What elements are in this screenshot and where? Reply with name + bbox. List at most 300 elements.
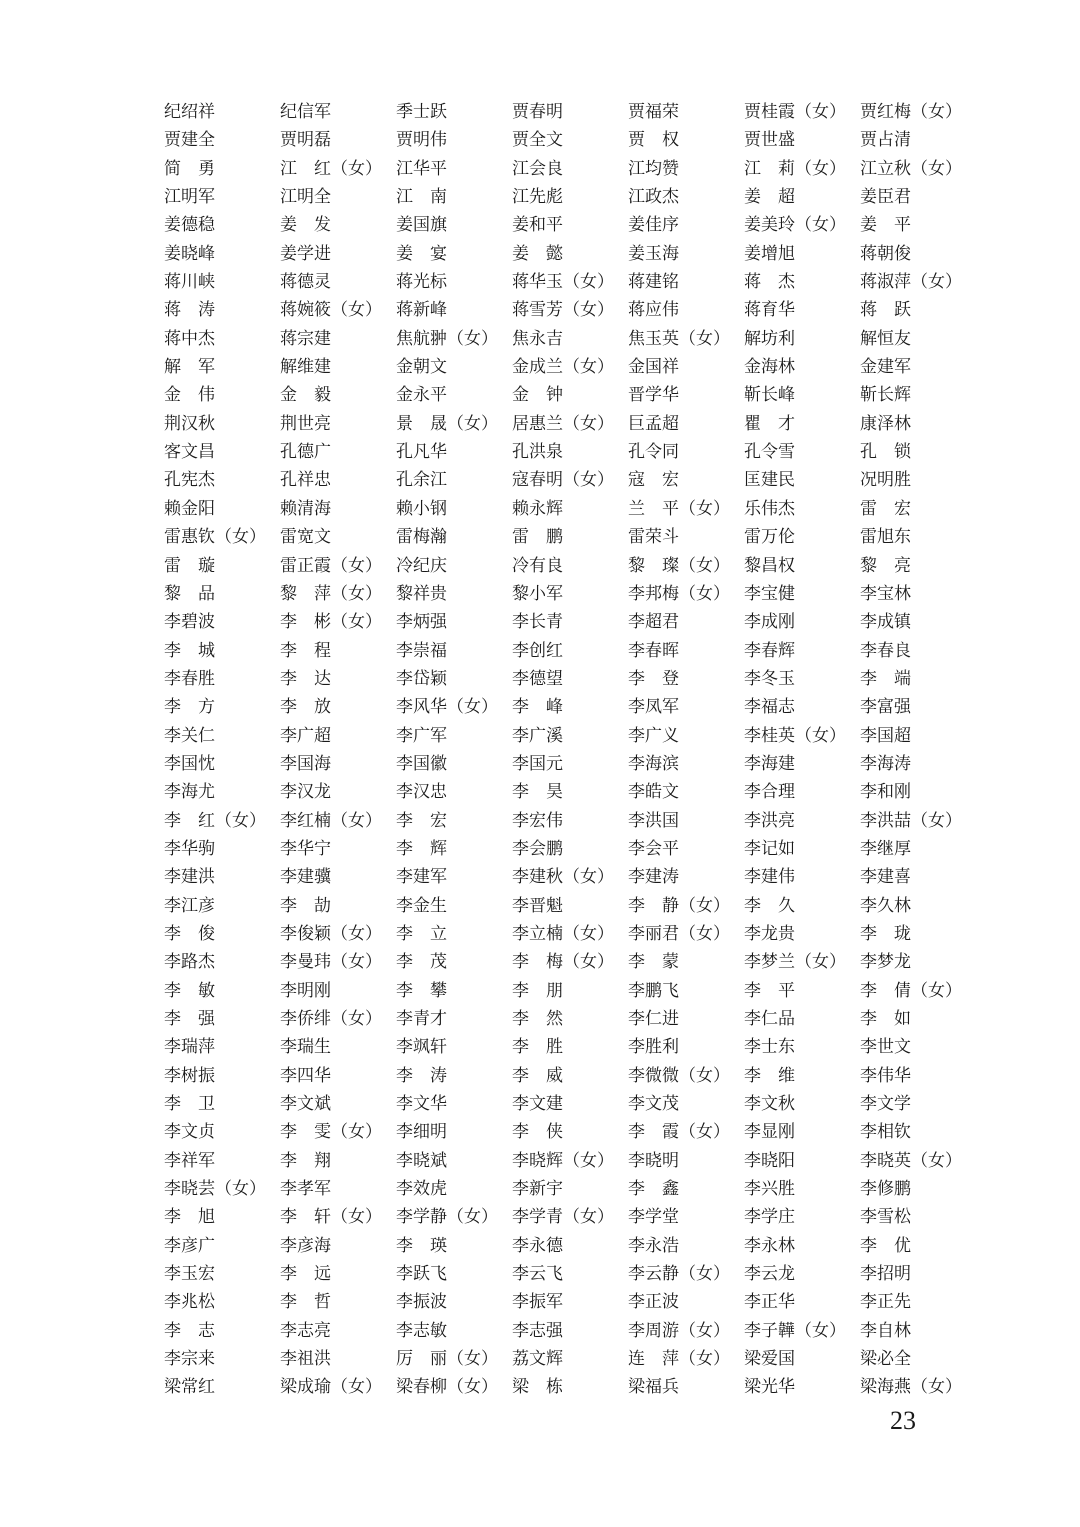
name-entry: 孔令雪 — [744, 442, 795, 463]
name-entry: 姜 超 — [744, 187, 795, 208]
name-entry: 李 朋 — [512, 980, 563, 1001]
name-entry: 赖金阳 — [164, 498, 215, 519]
name-entry: 李会平 — [628, 838, 679, 859]
name-entry: 李关仁 — [164, 725, 215, 746]
name-entry: 金海林 — [744, 357, 795, 378]
name-entry: 孔 锁 — [860, 442, 911, 463]
name-entry: 李四华 — [280, 1065, 331, 1086]
name-entry: 李建秋（女） — [512, 867, 614, 888]
name-entry: 李广超 — [280, 725, 331, 746]
name-entry: 李宗来 — [164, 1349, 215, 1370]
name-entry: 客文昌 — [164, 442, 215, 463]
name-entry: 李皓文 — [628, 782, 679, 803]
name-entry: 李汉忠 — [396, 782, 447, 803]
name-entry: 李碧波 — [164, 612, 215, 633]
name-entry: 李 程 — [280, 640, 331, 661]
name-entry: 李崇福 — [396, 640, 447, 661]
name-entry: 李 辉 — [396, 838, 447, 859]
name-entry: 李青才 — [396, 1009, 447, 1029]
name-entry: 纪绍祥 — [164, 102, 215, 122]
name-entry: 江 红（女） — [280, 158, 382, 179]
name-entry: 李炳强 — [396, 612, 447, 633]
name-entry: 纪信军 — [280, 102, 331, 122]
name-entry: 姜增旭 — [744, 243, 795, 264]
name-entry: 李岱颖 — [396, 668, 447, 689]
name-entry: 李 然 — [512, 1009, 563, 1029]
name-entry: 荆汉秋 — [164, 413, 215, 434]
name-entry: 李曼玮（女） — [280, 952, 382, 973]
name-entry: 江明全 — [280, 187, 331, 208]
name-entry: 姜和平 — [512, 215, 563, 236]
name-entry: 李 峰 — [512, 697, 563, 718]
name-entry: 李子韡（女） — [744, 1320, 846, 1341]
name-entry: 李伟华 — [860, 1065, 911, 1086]
name-entry: 梁 栋 — [512, 1377, 563, 1398]
name-entry: 晋学华 — [628, 385, 679, 406]
name-entry: 李 涛 — [396, 1065, 447, 1086]
name-entry: 黎昌权 — [744, 555, 795, 576]
name-entry: 李国海 — [280, 753, 331, 774]
name-entry: 李 方 — [164, 697, 215, 718]
name-entry: 李文秋 — [744, 1094, 795, 1115]
name-entry: 李学青（女） — [512, 1207, 614, 1228]
name-entry: 黎 璨（女） — [628, 555, 730, 576]
name-entry: 瞿 才 — [744, 413, 795, 434]
name-entry: 李文建 — [512, 1094, 563, 1115]
name-entry: 李 蒙 — [628, 952, 679, 973]
name-entry: 贾全文 — [512, 130, 563, 151]
name-entry: 贾 权 — [628, 130, 679, 151]
name-entry: 李福志 — [744, 697, 795, 718]
name-entry: 江华平 — [396, 158, 447, 179]
name-entry: 贾世盛 — [744, 130, 795, 151]
name-entry: 金 伟 — [164, 385, 215, 406]
name-entry: 李相钦 — [860, 1122, 911, 1143]
name-entry: 李建喜 — [860, 867, 911, 888]
name-entry: 李俊颖（女） — [280, 923, 382, 944]
name-entry: 李风华（女） — [396, 697, 498, 718]
name-entry: 李 珑 — [860, 923, 911, 944]
name-entry: 李会鹏 — [512, 838, 563, 859]
name-entry: 蒋 跃 — [860, 300, 911, 321]
name-entry: 李宏伟 — [512, 810, 563, 831]
name-entry: 李玉宏 — [164, 1264, 215, 1285]
name-entry: 李晓阳 — [744, 1150, 795, 1171]
name-entry: 蒋中杰 — [164, 328, 215, 349]
name-entry: 李广义 — [628, 725, 679, 746]
name-entry: 李建洪 — [164, 867, 215, 888]
name-entry: 雷宽文 — [280, 527, 331, 548]
name-entry: 连 萍（女） — [628, 1349, 730, 1370]
name-entry: 况明胜 — [860, 470, 911, 491]
name-entry: 李红楠（女） — [280, 810, 382, 831]
page-number: 23 — [890, 1406, 916, 1435]
name-entry: 李晓辉（女） — [512, 1150, 614, 1171]
name-entry: 蒋 杰 — [744, 272, 795, 293]
name-entry: 李明刚 — [280, 980, 331, 1001]
name-entry: 李胜利 — [628, 1037, 679, 1058]
name-entry: 蒋新峰 — [396, 300, 447, 321]
name-entry: 江会良 — [512, 158, 563, 179]
name-entry: 李国忱 — [164, 753, 215, 774]
name-entry: 李富强 — [860, 697, 911, 718]
name-entry: 贾明磊 — [280, 130, 331, 151]
name-entry: 李微微（女） — [628, 1065, 730, 1086]
name-entry: 李振波 — [396, 1292, 447, 1313]
name-entry: 贾福荣 — [628, 102, 679, 122]
name-entry: 雷 宏 — [860, 498, 911, 519]
name-entry: 李龙贵 — [744, 923, 795, 944]
name-entry: 李金生 — [396, 895, 447, 916]
name-entry: 梁常红 — [164, 1377, 215, 1398]
name-entry: 解恒友 — [860, 328, 911, 349]
name-entry: 李记如 — [744, 838, 795, 859]
name-entry: 李继厚 — [860, 838, 911, 859]
name-entry: 姜美玲（女） — [744, 215, 846, 236]
name-entry: 李洪国 — [628, 810, 679, 831]
name-entry: 李成镇 — [860, 612, 911, 633]
name-entry: 李世文 — [860, 1037, 911, 1058]
name-entry: 李 倩（女） — [860, 980, 962, 1001]
name-entry: 李细明 — [396, 1122, 447, 1143]
name-entry: 姜 发 — [280, 215, 331, 236]
name-entry: 江 莉（女） — [744, 158, 846, 179]
name-entry: 李树振 — [164, 1065, 215, 1086]
name-entry: 雷旭东 — [860, 527, 911, 548]
name-entry: 李正波 — [628, 1292, 679, 1313]
name-entry: 李 敏 — [164, 980, 215, 1001]
name-entry: 赖小钢 — [396, 498, 447, 519]
name-entry: 蒋川峡 — [164, 272, 215, 293]
name-entry: 焦永吉 — [512, 328, 563, 349]
name-entry: 李 雯（女） — [280, 1122, 382, 1143]
name-entry: 李侨绯（女） — [280, 1009, 382, 1029]
name-entry: 贾春明 — [512, 102, 563, 122]
name-entry: 赖清海 — [280, 498, 331, 519]
name-entry: 蒋婉筱（女） — [280, 300, 382, 321]
name-entry: 贾桂霞（女） — [744, 102, 846, 122]
name-entry: 梁爱国 — [744, 1349, 795, 1370]
name-entry: 姜 懿 — [512, 243, 563, 264]
name-entry: 李海滨 — [628, 753, 679, 774]
name-entry: 解维建 — [280, 357, 331, 378]
name-entry: 李晓芸（女） — [164, 1179, 266, 1200]
name-entry: 李和刚 — [860, 782, 911, 803]
name-entry: 解 军 — [164, 357, 215, 378]
name-entry: 蒋建铭 — [628, 272, 679, 293]
name-entry: 梁成瑜（女） — [280, 1377, 382, 1398]
name-entry: 梁海燕（女） — [860, 1377, 962, 1398]
name-entry: 江明军 — [164, 187, 215, 208]
name-entry: 李文贞 — [164, 1122, 215, 1143]
name-entry: 蒋 涛 — [164, 300, 215, 321]
name-entry: 李 立 — [396, 923, 447, 944]
name-entry: 靳长峰 — [744, 385, 795, 406]
name-entry: 李长青 — [512, 612, 563, 633]
name-entry: 金永平 — [396, 385, 447, 406]
name-entry: 姜德稳 — [164, 215, 215, 236]
name-entry: 赖永辉 — [512, 498, 563, 519]
name-entry: 孔令同 — [628, 442, 679, 463]
name-entry: 李兴胜 — [744, 1179, 795, 1200]
name-entry: 李建涛 — [628, 867, 679, 888]
name-entry: 李 强 — [164, 1009, 215, 1029]
name-entry: 李永浩 — [628, 1235, 679, 1256]
name-entry: 李 宏 — [396, 810, 447, 831]
name-entry: 李合理 — [744, 782, 795, 803]
name-entry: 李宝健 — [744, 583, 795, 604]
name-entry: 乐伟杰 — [744, 498, 795, 519]
name-entry: 蒋育华 — [744, 300, 795, 321]
name-entry: 李春晖 — [628, 640, 679, 661]
name-entry: 李晋魁 — [512, 895, 563, 916]
name-entry: 蒋雪芳（女） — [512, 300, 614, 321]
name-entry: 李云龙 — [744, 1264, 795, 1285]
name-entry: 黎 亮 — [860, 555, 911, 576]
name-entry: 黎 品 — [164, 583, 215, 604]
name-entry: 贾红梅（女） — [860, 102, 962, 122]
name-entry: 蒋朝俊 — [860, 243, 911, 264]
name-entry: 金成兰（女） — [512, 357, 614, 378]
name-entry: 李 登 — [628, 668, 679, 689]
name-entry: 李祖洪 — [280, 1349, 331, 1370]
name-entry: 寇 宏 — [628, 470, 679, 491]
name-entry: 李梦兰（女） — [744, 952, 846, 973]
name-entry: 冷有良 — [512, 555, 563, 576]
name-entry: 李振军 — [512, 1292, 563, 1313]
name-entry: 孔祥忠 — [280, 470, 331, 491]
name-entry: 李汉龙 — [280, 782, 331, 803]
name-entry: 贾明伟 — [396, 130, 447, 151]
name-entry: 李瑞生 — [280, 1037, 331, 1058]
name-entry: 居惠兰（女） — [512, 413, 614, 434]
name-entry: 李 久 — [744, 895, 795, 916]
name-entry: 李正先 — [860, 1292, 911, 1313]
name-entry: 李海尤 — [164, 782, 215, 803]
name-entry: 李效虎 — [396, 1179, 447, 1200]
name-entry: 孔宪杰 — [164, 470, 215, 491]
name-entry: 李广溪 — [512, 725, 563, 746]
name-entry: 李春胜 — [164, 668, 215, 689]
name-entry: 李广军 — [396, 725, 447, 746]
name-entry: 孔洪泉 — [512, 442, 563, 463]
name-entry: 兰 平（女） — [628, 498, 730, 519]
name-entry: 李 鑫 — [628, 1179, 679, 1200]
name-entry: 荆世亮 — [280, 413, 331, 434]
name-entry: 李 威 — [512, 1065, 563, 1086]
name-entry: 李 攀 — [396, 980, 447, 1001]
name-entry: 李江彦 — [164, 895, 215, 916]
name-entry: 李 彬（女） — [280, 612, 382, 633]
name-entry: 李国元 — [512, 753, 563, 774]
name-entry: 李晓斌 — [396, 1150, 447, 1171]
name-entry: 李学堂 — [628, 1207, 679, 1228]
name-entry: 李修鹏 — [860, 1179, 911, 1200]
name-entry: 李 翔 — [280, 1150, 331, 1171]
name-entry: 李国徽 — [396, 753, 447, 774]
name-entry: 李永林 — [744, 1235, 795, 1256]
name-entry: 李立楠（女） — [512, 923, 614, 944]
name-entry: 雷 鹏 — [512, 527, 563, 548]
name-entry: 康泽林 — [860, 413, 911, 434]
name-entry: 李 胜 — [512, 1037, 563, 1058]
name-entry: 蒋淑萍（女） — [860, 272, 962, 293]
name-entry: 李洪亮 — [744, 810, 795, 831]
name-entry: 荔文辉 — [512, 1349, 563, 1370]
name-entry: 李德望 — [512, 668, 563, 689]
name-entry: 李梦龙 — [860, 952, 911, 973]
name-entry: 李 梅（女） — [512, 952, 614, 973]
name-entry: 李志强 — [512, 1320, 563, 1341]
name-entry: 李晓英（女） — [860, 1150, 962, 1171]
name-entry: 雷梅瀚 — [396, 527, 447, 548]
name-entry: 江先彪 — [512, 187, 563, 208]
name-entry: 李 静（女） — [628, 895, 730, 916]
name-entry: 孔余江 — [396, 470, 447, 491]
name-entry: 金朝文 — [396, 357, 447, 378]
name-entry: 李招明 — [860, 1264, 911, 1285]
name-entry: 李祥军 — [164, 1150, 215, 1171]
name-entry: 李仁品 — [744, 1009, 795, 1029]
name-entry: 解坊利 — [744, 328, 795, 349]
name-entry: 梁春柳（女） — [396, 1377, 498, 1398]
name-entry: 李春良 — [860, 640, 911, 661]
name-entry: 李久林 — [860, 895, 911, 916]
name-entry: 李成刚 — [744, 612, 795, 633]
name-entry: 李海建 — [744, 753, 795, 774]
name-entry: 李晓明 — [628, 1150, 679, 1171]
name-entry: 李 轩（女） — [280, 1207, 382, 1228]
name-entry: 黎祥贵 — [396, 583, 447, 604]
name-entry: 李永德 — [512, 1235, 563, 1256]
name-entry: 李 志 — [164, 1320, 215, 1341]
name-entry: 李兆松 — [164, 1292, 215, 1313]
name-entry: 李自林 — [860, 1320, 911, 1341]
name-entry: 李华宁 — [280, 838, 331, 859]
name-entry: 厉 丽（女） — [396, 1349, 498, 1370]
name-entry: 李 劼 — [280, 895, 331, 916]
name-entry: 李文华 — [396, 1094, 447, 1115]
name-entry: 李跃飞 — [396, 1264, 447, 1285]
name-entry: 李孝军 — [280, 1179, 331, 1200]
name-entry: 李 卫 — [164, 1094, 215, 1115]
name-entry: 金 钟 — [512, 385, 563, 406]
name-entry: 李志亮 — [280, 1320, 331, 1341]
name-entry: 匡建民 — [744, 470, 795, 491]
name-entry: 李士东 — [744, 1037, 795, 1058]
name-entry: 李丽君（女） — [628, 923, 730, 944]
name-entry: 蒋应伟 — [628, 300, 679, 321]
name-entry: 孔德广 — [280, 442, 331, 463]
name-entry: 李桂英（女） — [744, 725, 846, 746]
name-entry: 姜玉海 — [628, 243, 679, 264]
name-entry: 李超君 — [628, 612, 679, 633]
name-entry: 李鹏飞 — [628, 980, 679, 1001]
name-entry: 巨孟超 — [628, 413, 679, 434]
name-entry: 李冬玉 — [744, 668, 795, 689]
name-entry: 孔凡华 — [396, 442, 447, 463]
name-entry: 寇春明（女） — [512, 470, 614, 491]
name-entry: 蒋华玉（女） — [512, 272, 614, 293]
name-entry: 李创红 — [512, 640, 563, 661]
name-entry: 李 城 — [164, 640, 215, 661]
name-entry: 李云飞 — [512, 1264, 563, 1285]
name-entry: 江立秋（女） — [860, 158, 962, 179]
name-entry: 李海涛 — [860, 753, 911, 774]
name-entry: 李云静（女） — [628, 1264, 730, 1285]
name-entry: 江均赞 — [628, 158, 679, 179]
name-entry: 江 南 — [396, 187, 447, 208]
name-entry: 李 远 — [280, 1264, 331, 1285]
name-entry: 李飒轩 — [396, 1037, 447, 1058]
name-entry: 贾建全 — [164, 130, 215, 151]
name-entry: 雷正霞（女） — [280, 555, 382, 576]
name-entry: 李 端 — [860, 668, 911, 689]
name-entry: 简 勇 — [164, 158, 215, 179]
name-entry: 景 晟（女） — [396, 413, 498, 434]
name-entry: 靳长辉 — [860, 385, 911, 406]
name-entry: 雷 璇 — [164, 555, 215, 576]
name-entry: 蒋光标 — [396, 272, 447, 293]
name-entry: 焦玉英（女） — [628, 328, 730, 349]
name-entry: 李瑞萍 — [164, 1037, 215, 1058]
name-entry: 李学静（女） — [396, 1207, 498, 1228]
name-entry: 李彦广 — [164, 1235, 215, 1256]
name-entry: 姜 平 — [860, 215, 911, 236]
name-entry: 姜佳序 — [628, 215, 679, 236]
name-entry: 雷万伦 — [744, 527, 795, 548]
name-entry: 李 瑛 — [396, 1235, 447, 1256]
name-entry: 季士跃 — [396, 102, 447, 122]
name-entry: 李新宇 — [512, 1179, 563, 1200]
name-entry: 冷纪庆 — [396, 555, 447, 576]
name-entry: 李洪喆（女） — [860, 810, 962, 831]
name-entry: 金国祥 — [628, 357, 679, 378]
name-entry: 贾占清 — [860, 130, 911, 151]
name-entry: 金 毅 — [280, 385, 331, 406]
name-entry: 李 昊 — [512, 782, 563, 803]
name-list — [164, 98, 984, 1402]
name-entry: 姜国旗 — [396, 215, 447, 236]
name-entry: 李文茂 — [628, 1094, 679, 1115]
name-entry: 李建骥 — [280, 867, 331, 888]
name-entry: 李 哲 — [280, 1292, 331, 1313]
name-entry: 李 茂 — [396, 952, 447, 973]
name-entry: 李路杰 — [164, 952, 215, 973]
name-entry: 梁必全 — [860, 1349, 911, 1370]
name-entry: 李文学 — [860, 1094, 911, 1115]
name-entry: 李 放 — [280, 697, 331, 718]
name-entry: 李华驹 — [164, 838, 215, 859]
name-entry: 李 侠 — [512, 1122, 563, 1143]
name-entry: 李 如 — [860, 1009, 911, 1029]
name-entry: 姜臣君 — [860, 187, 911, 208]
name-entry: 江政杰 — [628, 187, 679, 208]
name-entry: 梁光华 — [744, 1377, 795, 1398]
name-entry: 李 霞（女） — [628, 1122, 730, 1143]
name-entry: 李 旭 — [164, 1207, 215, 1228]
name-entry: 黎 萍（女） — [280, 583, 382, 604]
name-entry: 李 维 — [744, 1065, 795, 1086]
name-entry: 李文斌 — [280, 1094, 331, 1115]
name-entry: 李建军 — [396, 867, 447, 888]
name-entry: 李建伟 — [744, 867, 795, 888]
name-entry: 李 达 — [280, 668, 331, 689]
name-entry: 蒋德灵 — [280, 272, 331, 293]
name-entry: 李志敏 — [396, 1320, 447, 1341]
name-entry: 蒋宗建 — [280, 328, 331, 349]
name-entry: 金建军 — [860, 357, 911, 378]
